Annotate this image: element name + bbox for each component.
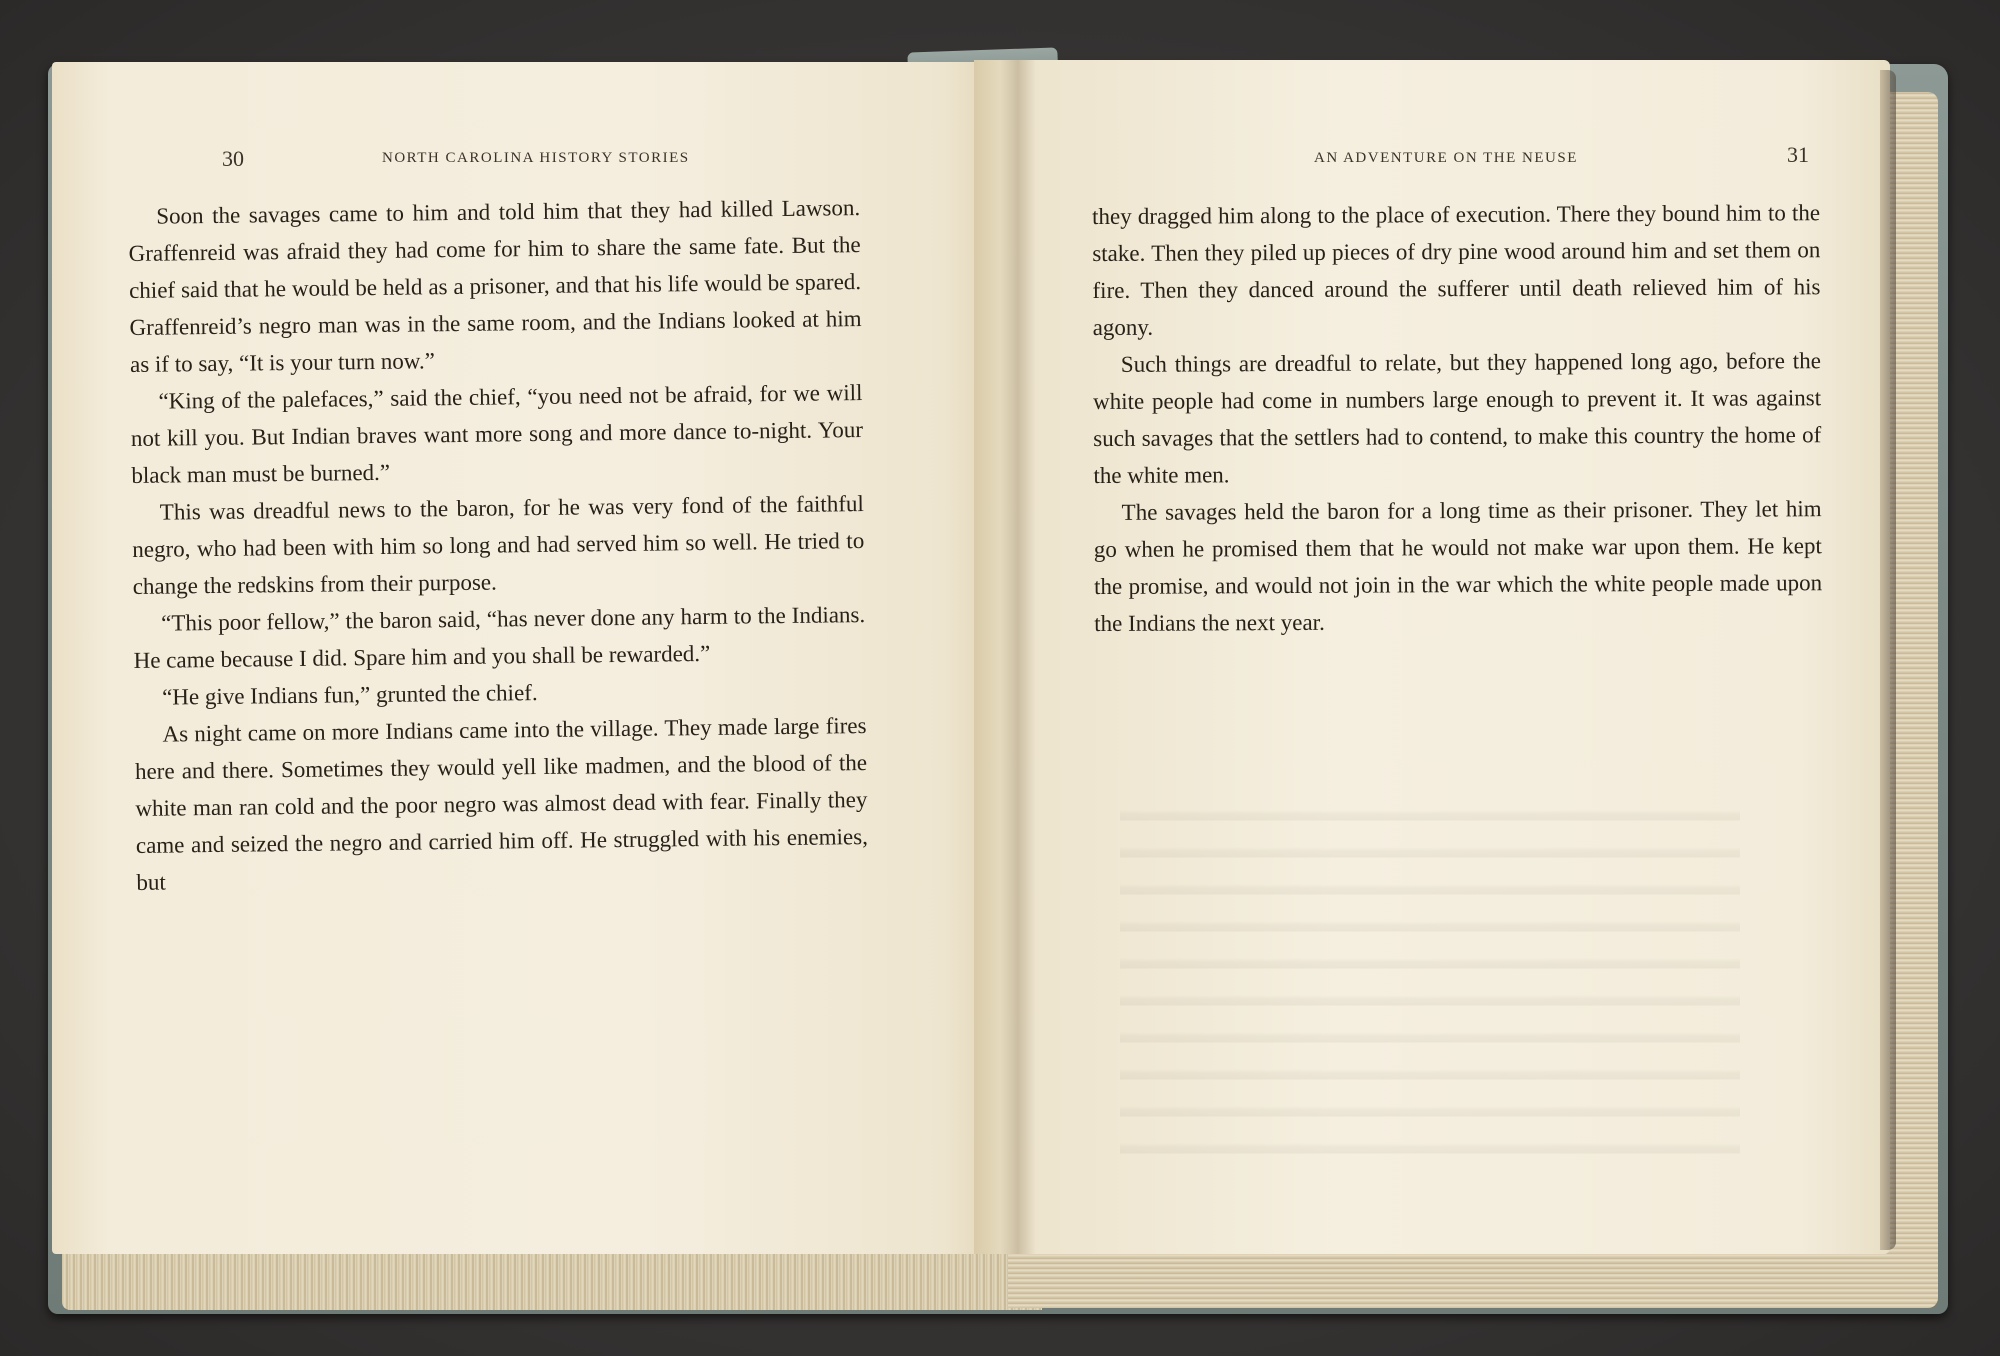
- paragraph: This was dreadful news to the baron, for he was very fond of the faithful negro, who had been with him so long and had served him so well. He tried to change the redskins from their purpose.: [132, 491, 865, 599]
- paragraph: Soon the savages came to him and told him that they had killed Lawson. Graffenreid was afraid they had come for him to share the same fate. But the chief said that he would be held as a prisoner, and that his life would be spared. Graffenreid’s negro man was in the same room, and the Indians looked at him as if to say, “It is your turn now.”: [128, 195, 862, 377]
- paragraph: “This poor fellow,” the baron said, “has never done any harm to the Indians. He came because I did. Spare him and you shall be rewarded.”: [133, 602, 866, 673]
- bleed-through-text: [1120, 800, 1740, 1180]
- left-page-text: [128, 189, 869, 901]
- paragraph: The savages held the baron for a long time as their prisoner. They let him go when he promised them that he would not make war upon them. He kept the promise, and would not join in the war which the white people made upon the Indians the next year.: [1093, 496, 1823, 636]
- right-page-text: [1092, 194, 1822, 642]
- left-page-number: 30: [222, 146, 244, 171]
- paragraph: “King of the palefaces,” said the chief, “you need not be afraid, for we will not kill you. But Indian braves want more song and more dance to-night. Your black man must be burned.”: [130, 380, 864, 488]
- right-running-head: AN ADVENTURE ON THE NEUSE: [1314, 150, 1578, 166]
- left-running-head: NORTH CAROLINA HISTORY STORIES: [382, 150, 690, 166]
- right-page-number: 31: [1787, 142, 1809, 167]
- paragraph: “He give Indians fun,” grunted the chief.: [161, 680, 538, 710]
- paragraph: Such things are dreadful to relate, but they happened long ago, before the white people had come in numbers large enough to prevent it. It was against such savages that the settlers had to contend, to make this country the home of the white men.: [1093, 348, 1822, 488]
- paragraph: As night came on more Indians came into the village. They made large fires here and there. Sometimes they would yell like madmen, and the blood of the white man ran cold and the poor negro was almost dead with fear. Finally they came and seized the negro and carried him off. He struggled with his enemies, but: [134, 713, 869, 895]
- right-edge-shadow: [1880, 70, 1896, 1250]
- book-gutter: [1000, 60, 1036, 1254]
- paragraph: they dragged him along to the place of execution. There they bound him to the stake. Then they piled up pieces of dry pine wood around him and set them on fire. Then they danced around the sufferer until death relieved him of his agony.: [1092, 200, 1821, 340]
